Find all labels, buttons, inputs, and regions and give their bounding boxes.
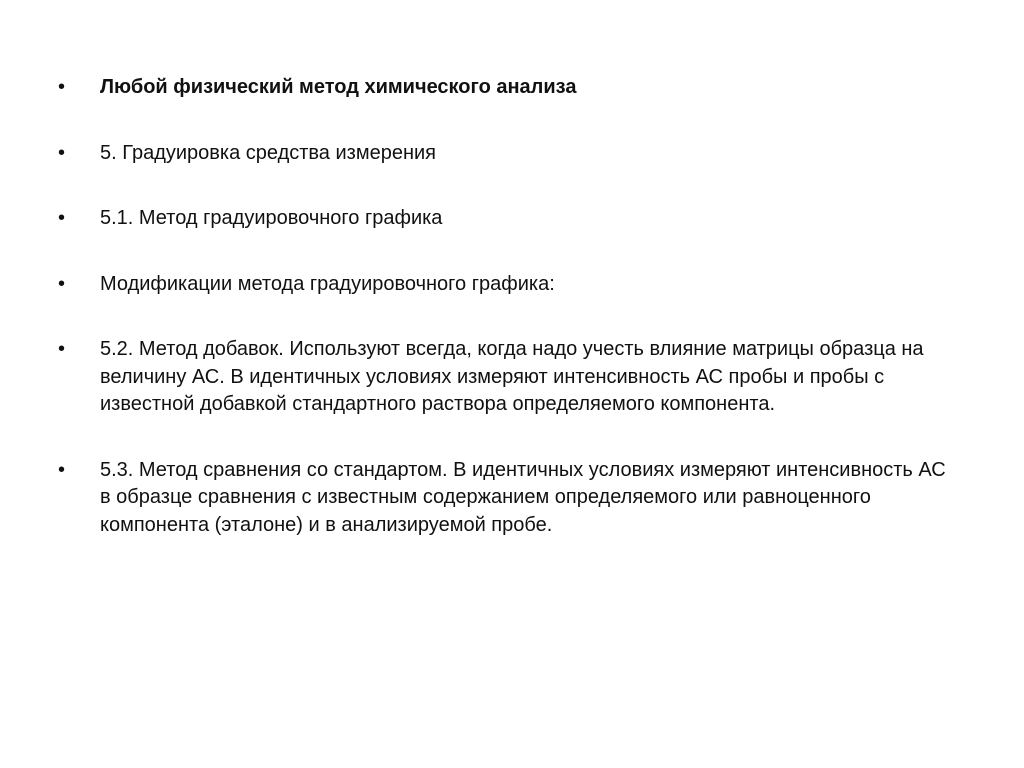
list-item-heading: Любой физический метод химического анализа (100, 76, 577, 98)
bullet-list (58, 74, 958, 577)
bullet-icon: • (58, 141, 66, 164)
list-item (58, 457, 958, 540)
bullet-icon: • (58, 338, 66, 360)
list-item (58, 74, 958, 102)
list-item (58, 271, 958, 299)
bullet-icon: • (58, 272, 66, 295)
list-item (58, 140, 958, 168)
bullet-icon: • (58, 76, 66, 98)
list-item (58, 205, 958, 233)
list-item-text: 5.3. Метод сравнения со стандартом. В идентичных условиях измеряют интенсивность АС в образце сравнения с известным содержанием определяемого или равноценного компонента (эталоне) и в анализируемой пробе. (100, 458, 946, 536)
bullet-icon: • (58, 458, 66, 481)
list-item (58, 336, 958, 419)
list-item-text: Модификации метода градуировочного графика: (100, 272, 555, 295)
bullet-icon: • (58, 207, 66, 229)
list-item-text: 5. Градуировка средства измерения (100, 141, 436, 164)
list-item-text: 5.1. Метод градуировочного графика (100, 207, 443, 229)
list-item-text: 5.2. Метод добавок. Используют всегда, когда надо учесть влияние матрицы образца на величину АС. В идентичных условиях измеряют интенсивность АС пробы и пробы с известной добавкой стандартного раствора определяемого компонента. (100, 338, 924, 415)
